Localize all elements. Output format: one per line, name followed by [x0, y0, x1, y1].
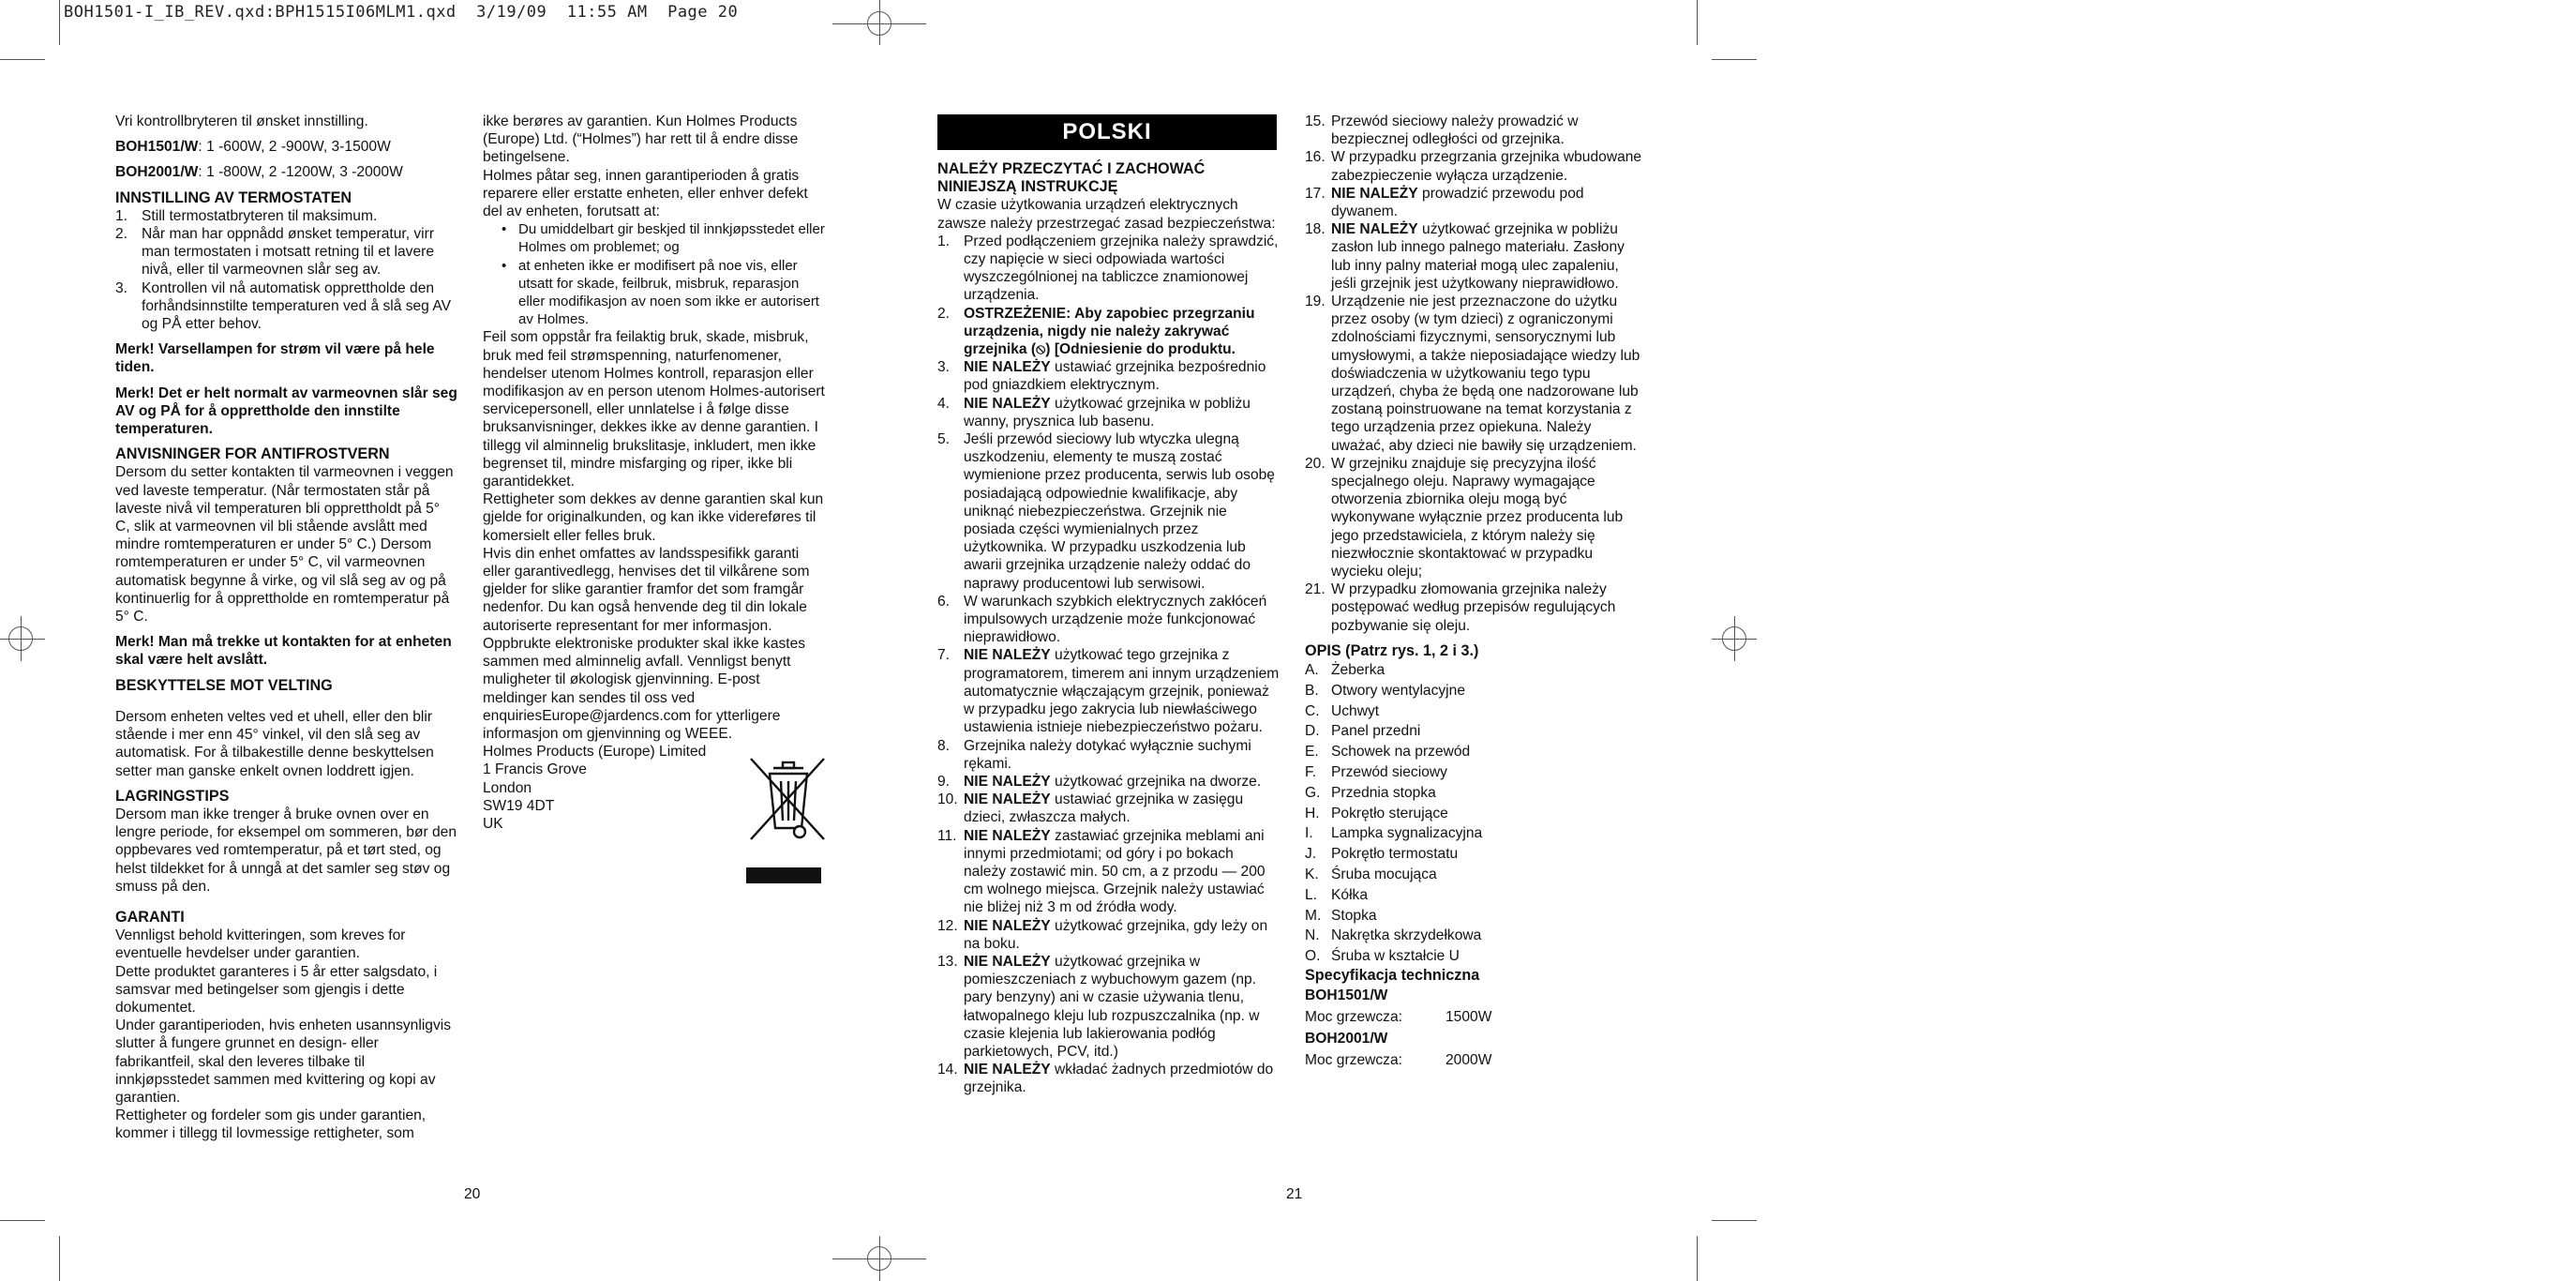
- model-power-line: BOH1501/W: 1 -600W, 2 -900W, 3-1500W: [115, 139, 391, 156]
- spec-model: BOH2001/W: [1305, 1031, 1388, 1047]
- registration-mark: [8, 626, 33, 651]
- list-item: E. Schowek na przewód: [1305, 744, 1471, 761]
- thermostat-steps: [115, 207, 457, 333]
- page-number: 20: [464, 1186, 481, 1202]
- list-item: 3. Kontrollen vil nå automatisk opprettholde den forhåndsinnstilte temperaturen ved å slå seg AV og PÅ etter behov.: [115, 279, 451, 333]
- list-item: C. Uchwyt: [1305, 702, 1380, 719]
- list-item: 1. Still termostatbryteren til maksimum.: [115, 207, 378, 224]
- list-item: 19. Urządzenie nie jest przeznaczone do użytku przez osoby (w tym dzieci) z ograniczonymi zdolnościami fizycznymi, sensorycznymi lub umysłowymi, a także nieposiadające wiedzy lub doświadczenia w użytkowaniu tego typu urządzeń, chyba że będą one nadzorowane lub zostaną poinstruowane na temat korzystania z tego urządzenia przez opiekuna. Należy uważać, aby dzieci nie bawiły się urządzeniem.: [1305, 294, 1640, 454]
- address-line: Holmes Products (Europe) Limited: [483, 744, 707, 761]
- list-item: 10. NIE NALEŻY ustawiać grzejnika w zasięgu dzieci, zwłaszcza małych.: [937, 791, 1244, 826]
- list-item: 2. OSTRZEŻENIE: Aby zapobiec przegrzaniu urządzenia, nigdy nie należy zakrywać grzejnika (⦸) [Odniesienie do produktu.: [937, 305, 1255, 358]
- crop-mark: [59, 1236, 60, 1281]
- list-item: 14. NIE NALEŻY wkładać żadnych przedmiotów do grzejnika.: [937, 1062, 1274, 1096]
- list-item: 6. W warunkach szybkich elektrycznych zakłóceń impulsowych urządzenie może funkcjonować nieprawidłowo.: [937, 593, 1267, 646]
- crop-mark: [0, 1220, 45, 1221]
- note-text: Merk! Det er helt normalt av varmeovnen slår seg AV og PÅ for å opprettholde den innstilte temperaturen.: [115, 384, 457, 438]
- crop-mark: [1697, 0, 1698, 45]
- section-heading: BESKYTTELSE MOT VELTING: [115, 676, 333, 694]
- list-item: 7. NIE NALEŻY użytkować tego grzejnika z programatorem, timerem ani innym urządzeniem automatycznie włączającym grzejnik, ponieważ w przypadku jego zakrycia lub niewłaściwego ustawienia istnieje niebezpieczeństwo pożaru.: [937, 647, 1280, 736]
- list-item: G. Przednia stopka: [1305, 784, 1436, 801]
- safety-instructions-1: [937, 233, 1280, 1097]
- list-item: • at enheten ikke er modifisert på noe vis, eller utsatt for skade, feilbruk, misbruk, reparasjon eller modifikasjon av noen som ikke er autorisert av Holmes.: [518, 257, 825, 329]
- body-text: Dersom man ikke trenger å bruke ovnen over en lengre periode, for eksempel om sommeren, bør den oppbevares ved romtemperatur, på et tørt sted, og helst tildekket for å unngå at det samler seg støv og smuss på den.: [115, 806, 457, 895]
- body-text: Hvis din enhet omfattes av landsspesifikk garanti eller garantivedlegg, henvises det til vilkårene som gjelder for slike garantier framfor det som framgår nedenfor. Du kan også henvende deg til din lokale autoriserte representant for mer informasjon.: [483, 545, 810, 634]
- address-line: SW19 4DT: [483, 797, 555, 814]
- list-item: D. Panel przedni: [1305, 723, 1421, 740]
- note-text: Merk! Man må trekke ut kontakten for at enheten skal være helt avslått.: [115, 634, 452, 669]
- registration-mark: [867, 1246, 891, 1271]
- body-text: ikke berøres av garantien. Kun Holmes Products (Europe) Ltd. (“Holmes”) har rett til å endre disse betingelsene.: [483, 113, 799, 166]
- list-item: 1. Przed podłączeniem grzejnika należy sprawdzić, czy napięcie w sieci odpowiada wartości wyszczególnionej na tabliczce znamionowej urządzenia.: [937, 233, 1279, 304]
- list-item: 9. NIE NALEŻY użytkować grzejnika na dworze.: [937, 773, 1262, 790]
- body-text: Vennligst behold kvitteringen, som kreves for eventuelle hevdelser under garantien.: [115, 927, 406, 962]
- language-banner: POLSKI: [937, 114, 1277, 150]
- list-item: 16. W przypadku przegrzania grzejnika wbudowane zabezpieczenie wyłącza urządzenie.: [1305, 149, 1642, 184]
- column-norwegian-1: [115, 113, 457, 1143]
- list-item: 21. W przypadku złomowania grzejnika należy postępować według przepisów regulujących pozbywanie się oleju.: [1305, 581, 1616, 634]
- body-text: Oppbrukte elektroniske produkter skal ikke kastes sammen med alminnelig avfall. Vennligst benytt muligheter til økologisk gjenvinning. E-post meldinger kan sendes til oss ved enquiriesEurope@jardencs.com for ytterligere informasjon om gjenvinning og WEEE.: [483, 635, 806, 742]
- list-item: 13. NIE NALEŻY użytkować grzejnika w pomieszczeniach z wybuchowym gazem (np. pary benzyny) ani w czasie używania tlenu, łatwopalnego kleju lub rozpuszczalnika (np. w czasie klejenia lub lakierowania podłóg parkietowych, PCV, itd.): [937, 953, 1260, 1060]
- list-item: O. Śruba w kształcie U: [1305, 948, 1460, 965]
- list-item: 18. NIE NALEŻY użytkować grzejnika w pobliżu zasłon lub innego palnego materiału. Zasłony lub inny palny materiał mogą ulec zapaleniu, jeśli grzejnik jest użytkowany nieprawidłowo.: [1305, 221, 1625, 292]
- body-text: Dette produktet garanteres i 5 år etter salgsdato, i samsvar med betingelser som gjengis i dette dokumentet.: [115, 963, 438, 1016]
- spec-label: Moc grzewcza:: [1305, 1009, 1402, 1026]
- address-line: UK: [483, 815, 503, 832]
- crop-mark: [0, 59, 45, 60]
- warranty-conditions: [483, 220, 825, 328]
- safety-instructions-2: [1305, 113, 1647, 635]
- list-item: 15. Przewód sieciowy należy prowadzić w bezpiecznej odległości od grzejnika.: [1305, 113, 1579, 148]
- spec-model: BOH1501/W: [1305, 987, 1388, 1004]
- intro-text: Vri kontrollbryteren til ønsket innstilling.: [115, 113, 368, 129]
- weee-crossed-bin-icon: [745, 753, 830, 847]
- list-item: • Du umiddelbart gir beskjed til innkjøpsstedet eller Holmes om problemet; og: [518, 220, 825, 256]
- crop-mark: [1697, 1236, 1698, 1281]
- crop-mark: [1712, 1220, 1757, 1221]
- spec-row: [1305, 1006, 1647, 1028]
- body-text: Dersom enheten veltes ved et uhell, eller den blir stående i mer enn 45° vinkel, vil den slå seg av automatisk. For å tilbakestille denne beskyttelsen setter man ganske enkelt ovnen loddrett igjen.: [115, 708, 434, 779]
- crop-mark: [1712, 59, 1757, 60]
- column-norwegian-2: [483, 113, 825, 833]
- body-text: Holmes påtar seg, innen garantiperioden å gratis reparere eller erstatte enheten, eller enhver defekt del av enheten, forutsatt at:: [483, 167, 808, 220]
- list-item: K. Śruba mocująca: [1305, 867, 1437, 883]
- list-item: A. Żeberka: [1305, 662, 1385, 679]
- body-text: Rettigheter som dekkes av denne garantien skal kun gjelde for originalkunden, og kan ikke videreføres til komersielt eller felles bruk.: [483, 491, 824, 544]
- section-heading: Specyfikacja techniczna: [1305, 967, 1480, 985]
- weee-black-bar: [746, 867, 821, 883]
- list-item: 4. NIE NALEŻY użytkować grzejnika w pobliżu wanny, prysznica lub basenu.: [937, 395, 1251, 430]
- spec-value: 1500W: [1445, 1009, 1492, 1026]
- section-heading: INNSTILLING AV TERMOSTATEN: [115, 188, 352, 206]
- body-text: Under garantiperioden, hvis enheten usannsynligvis slutter å fungere grunnet en design- eller fabrikantfeil, skal den leveres tilbake til innkjøpsstedet sammen med kvittering og kopi av garantien.: [115, 1017, 452, 1106]
- list-item: N. Nakrętka skrzydełkowa: [1305, 927, 1482, 944]
- list-item: 3. NIE NALEŻY ustawiać grzejnika bezpośrednio pod gniazdkiem elektrycznym.: [937, 359, 1266, 394]
- list-item: 20. W grzejniku znajduje się precyzyjna ilość specjalnego oleju. Naprawy wymagające otworzenia zbiornika oleju mogą być wykonywane wyłącznie przez producenta lub jego przedstawiciela, z którym należy się niezwłocznie skontaktować w przypadku wycieku oleju;: [1305, 455, 1624, 580]
- registration-mark: [867, 11, 891, 36]
- list-item: 5. Jeśli przewód sieciowy lub wtyczka ulegną uszkodzeniu, elementy te muszą zostać wymienione przez producenta, serwis lub osobę posiadającą odpowiednie kwalifikacje, aby uniknąć niebezpieczeństwa. Grzejnik nie posiada części wymienialnych przez użytkownika. W przypadku uszkodzenia lub awarii grzejnika urządzenie należy oddać do naprawy producentowi lub serwisowi.: [937, 431, 1275, 592]
- spec-label: Moc grzewcza:: [1305, 1052, 1402, 1069]
- list-item: B. Otwory wentylacyjne: [1305, 682, 1465, 699]
- spec-value: 2000W: [1445, 1052, 1492, 1069]
- section-heading: LAGRINGSTIPS: [115, 787, 230, 805]
- section-heading: GARANTI: [115, 908, 185, 926]
- registration-mark: [1722, 626, 1746, 651]
- list-item: L. Kółka: [1305, 886, 1369, 903]
- list-item: J. Pokrętło termostatu: [1305, 846, 1459, 863]
- body-text: Rettigheter og fordeler som gis under garantien, kommer i tillegg til lovmessige rettigheter, som: [115, 1108, 427, 1142]
- list-item: 11. NIE NALEŻY zastawiać grzejnika meblami ani innymi przedmiotami; od góry i po bokach należy zostawić min. 50 cm, a z przodu — 200 cm wolnego miejsca. Grzejnik należy ustawiać nie bliżej niż 3 m od źródła wody.: [937, 827, 1266, 916]
- list-item: F. Przewód sieciowy: [1305, 764, 1447, 781]
- note-text: Merk! Varsellampen for strøm vil være på hele tiden.: [115, 341, 435, 376]
- body-text: Feil som oppstår fra feilaktig bruk, skade, misbruk, bruk med feil strømspenning, naturfenomener, hendelser utenom Holmes kontroll, reparasjon eller modifikasjon av en person utenom Holmes-autorisert servicepersonell, eller unnlatelse i å følge disse bruksanvisninger, dekkes ikke av denne garantien. I tillegg vil alminnelig brukslitasje, inkludert, men ikke begrenset til, mindre misfarging og riper, ikke bli garantidekket.: [483, 329, 825, 490]
- section-heading: ANVISNINGER FOR ANTIFROSTVERN: [115, 445, 390, 463]
- list-item: 2. Når man har oppnådd ønsket temperatur, virr man termostaten i motsatt retning til et lavere nivå, eller til varmeovnen slår seg av.: [115, 226, 435, 279]
- section-heading: NALEŻY PRZECZYTAĆ I ZACHOWAĆ NINIEJSZĄ INSTRUKCJĘ: [937, 160, 1206, 196]
- address-line: 1 Francis Grove: [483, 761, 587, 778]
- list-item: I. Lampka sygnalizacyjna: [1305, 825, 1483, 842]
- list-item: 8. Grzejnika należy dotykać wyłącznie suchymi rękami.: [937, 737, 1251, 772]
- spec-row: [1305, 1049, 1647, 1071]
- list-item: 17. NIE NALEŻY prowadzić przewodu pod dywanem.: [1305, 185, 1584, 220]
- list-item: M. Stopka: [1305, 907, 1377, 924]
- print-slug: BOH1501-I_IB_REV.qxd:BPH1515I06MLM1.qxd 3/19/09 11:55 AM Page 20: [64, 3, 739, 22]
- parts-list: [1305, 660, 1647, 967]
- body-text: Dersom du setter kontakten til varmeovnen i veggen ved laveste temperatur. (Når termostaten står på laveste nivå vil temperaturen bli opprettholdt på 5° C, slik at varmeovnen vil bli stående avslått med mindre romtemperaturen er under 5° C.) Dersom romtemperaturen er under 5° C, vil varmeovnen automatisk begynne å virke, og vil slå seg av og på kontinuerlig for å opprettholde en romtemperatur på 5° C.: [115, 464, 454, 625]
- crop-mark: [59, 0, 60, 45]
- column-polish-1: [937, 160, 1280, 1097]
- address-line: London: [483, 779, 532, 796]
- model-power-line: BOH2001/W: 1 -800W, 2 -1200W, 3 -2000W: [115, 164, 403, 181]
- list-item: 12. NIE NALEŻY użytkować grzejnika, gdy leży on na boku.: [937, 917, 1268, 952]
- column-polish-2: [1305, 113, 1647, 1071]
- body-text: W czasie użytkowania urządzeń elektrycznych zawsze należy przestrzegać zasad bezpieczeństwa:: [937, 197, 1276, 232]
- page-number: 21: [1286, 1186, 1303, 1202]
- list-item: H. Pokrętło sterujące: [1305, 805, 1448, 821]
- section-heading: OPIS (Patrz rys. 1, 2 i 3.): [1305, 641, 1479, 659]
